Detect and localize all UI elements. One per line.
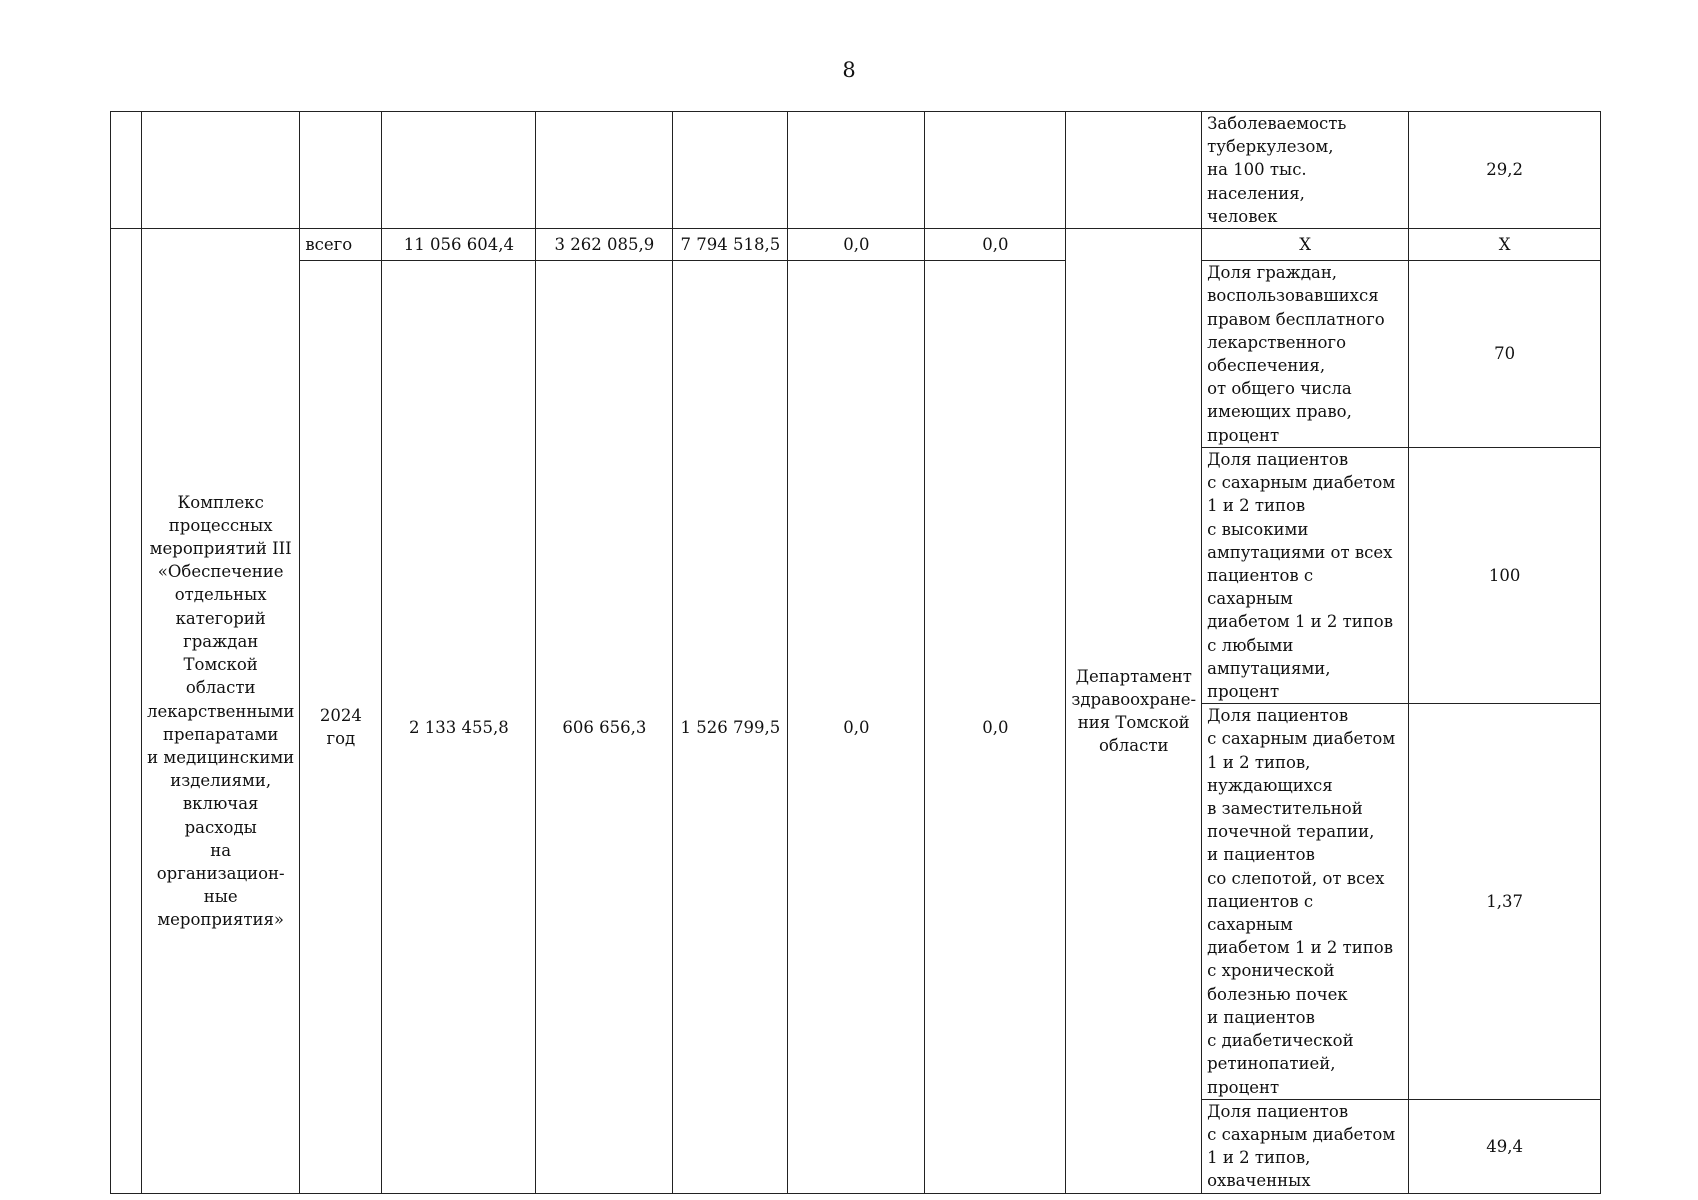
total-col5: 0,0 [925,229,1066,261]
year-col4: 0,0 [788,261,925,1194]
indicator-value: 49,4 [1409,1099,1601,1193]
indicator-cell: Доля пациентов с сахарным диабетом 1 и 2 типов с высокими ампутациями от всех пациентов с сахарным диабетом 1 и 2 типов с любыми ампутациями, процент [1202,448,1409,704]
total-col4: 0,0 [788,229,925,261]
cell-col4 [788,112,925,229]
indicator-cell: Доля граждан, воспользовавшихся правом бесплатного лекарственного обеспечения, от общего числа имеющих право, процент [1202,261,1409,448]
cell-col2 [536,112,673,229]
cell-index [111,112,142,229]
program-name: Комплекс процессных мероприятий III «Обеспечение отдельных категорий граждан Томской области лекарственными препаратами и медицинскими изделиями, включая расходы на организацион- ные мероприятия» [142,229,300,1194]
year-col2: 606 656,3 [536,261,673,1194]
total-sum: 11 056 604,4 [382,229,536,261]
indicator-value: 70 [1409,261,1601,448]
period-total-label: всего [300,229,382,261]
table-row [111,229,1601,261]
indicator-cell: Доля пациентов с сахарным диабетом 1 и 2 типов, нуждающихся в заместительной почечной терапии, и пациентов со слепотой, от всех пациентов с сахарным диабетом 1 и 2 типов с хронической болезнью почек и пациентов с диабетической ретинопатией, процент [1202,704,1409,1099]
cell-col3 [673,112,788,229]
indicator-cell: Заболеваемость туберкулезом, на 100 тыс. населения, человек [1202,112,1409,229]
indicator-value: 29,2 [1409,112,1601,229]
cell-name [142,112,300,229]
table-row [111,261,1601,448]
program-table [110,111,1601,1194]
period-year: 2024 год [300,261,382,1194]
year-col3: 1 526 799,5 [673,261,788,1194]
cell-executor [1066,112,1202,229]
year-total: 2 133 455,8 [382,261,536,1194]
total-col2: 3 262 085,9 [536,229,673,261]
cell-col5 [925,112,1066,229]
indicator-cell: Доля пациентов с сахарным диабетом 1 и 2 типов, охваченных [1202,1099,1409,1193]
cell-total [382,112,536,229]
indicator-value: 100 [1409,448,1601,704]
total-col3: 7 794 518,5 [673,229,788,261]
indicator-cell: X [1202,229,1409,261]
cell-period [300,112,382,229]
executor: Департамент здравоохране- ния Томской области [1066,229,1202,1194]
indicator-value: X [1409,229,1601,261]
table-row [111,112,1601,229]
page-number: 8 [842,58,856,82]
cell-index [111,229,142,1194]
year-col5: 0,0 [925,261,1066,1194]
indicator-value: 1,37 [1409,704,1601,1099]
